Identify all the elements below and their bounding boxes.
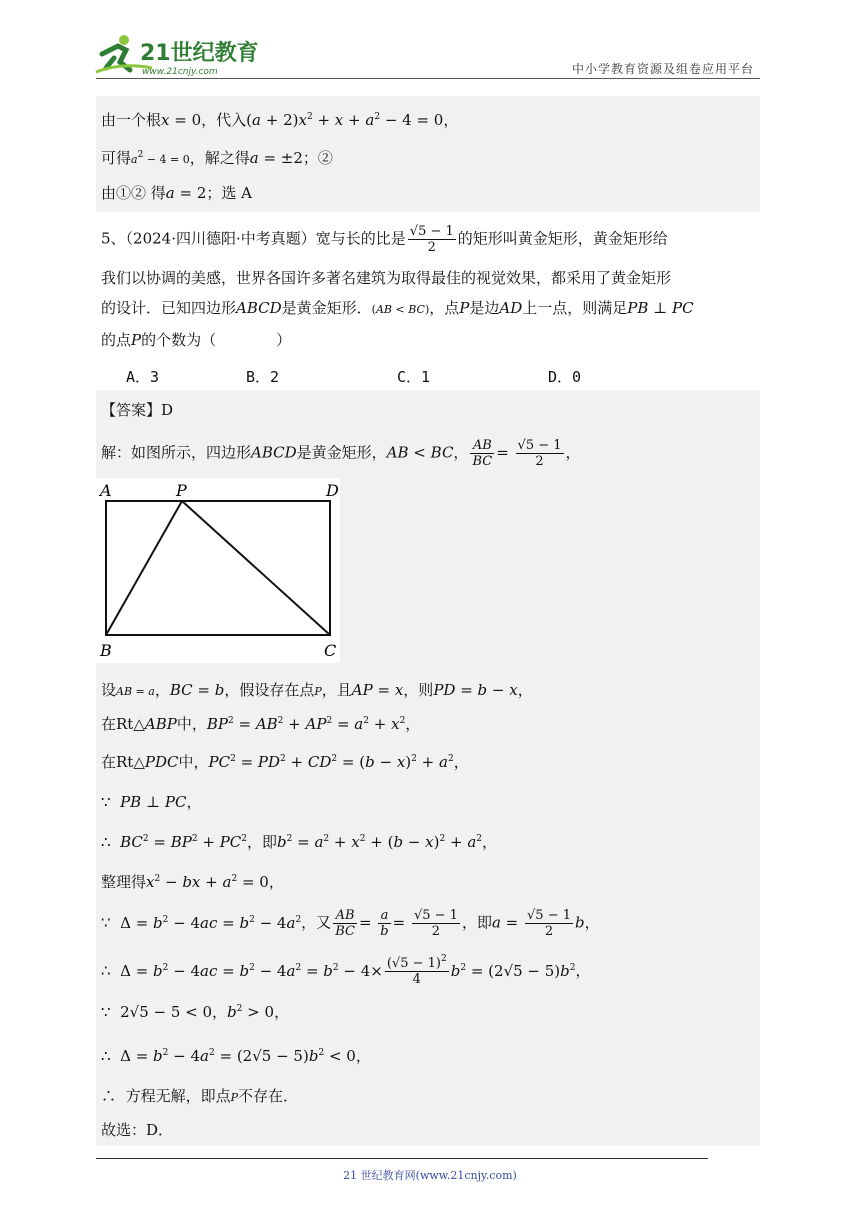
answer-pythag: ∴ $BC^2 = BP^2 + PC^2$，即$b^2 = a^2 + x^2 + (b - x)^2 + a^2$， — [101, 833, 498, 851]
answer-label: 【答案】D — [101, 401, 174, 419]
header-divider — [96, 78, 760, 79]
answer-set-line: 设AB = a，BC = b，假设存在点P，且AP = x，则PD = b − x， — [101, 681, 533, 699]
rectangle-abcd — [106, 501, 330, 635]
question-line-4: 的点P的个数为（ ） — [101, 331, 292, 349]
segment-pc — [182, 501, 330, 635]
answer-sign: ∵ 2√5 − 5 < 0，$b^2 > 0$， — [101, 1003, 290, 1021]
option-b[interactable]: B．2 — [246, 368, 280, 386]
label-d: D — [326, 481, 339, 500]
answer-because-perp: ∵ PB ⊥ PC， — [101, 793, 202, 811]
label-a: A — [100, 481, 112, 500]
question-line-1: 5、（2024·四川德阳·中考真题）宽与长的比是 $\frac{√5 - 1}{2}$ 的矩形叫黄金矩形，黄金矩形给 — [101, 224, 668, 255]
answer-negative: ∴ $\Delta = b^2 - 4a^2 = (2√5 - 5)b^2 < 0$， — [101, 1047, 371, 1065]
svg-text:21世纪教育: 21世纪教育 — [140, 41, 259, 66]
footer-link[interactable]: 21 世纪教育网(www.21cnjy.com) — [343, 1169, 517, 1182]
question-line-3: 的设计．已知四边形ABCD是黄金矩形．(AB < BC)，点P是边AD上一点，则满足PB ⊥ PC — [101, 299, 694, 317]
prev-solution-line-1: 由一个根x = 0，代入$(a + 2)x^2 + x + a^2 - 4 = 0$， — [101, 111, 459, 129]
label-b: B — [100, 641, 112, 660]
question-line-2: 我们以协调的美感，世界各国许多著名建筑为取得最佳的视觉效果，都采用了黄金矩形 — [101, 269, 672, 287]
answer-discriminant: ∵ $\Delta = b^2 - 4ac = b^2 - 4a^2$，又 $\frac{AB}{BC}$ = $\frac{a}{b}$ = $\frac{√5 - 1}{2}$ ，即a = $\frac{√5 - 1}{2}$ b， — [101, 908, 600, 939]
label-p: P — [176, 481, 187, 500]
option-d[interactable]: D．0 — [548, 368, 582, 386]
answer-discriminant-calc: ∴ $\Delta = b^2 - 4ac = b^2 - 4a^2 = b^2 - 4\times$ $\frac{(√5 - 1)^2}{4}$ $b^2 = (2√5 - 5)b^2$， — [101, 954, 591, 987]
answer-rt-pdc: 在Rt△PDC中，$PC^2 = PD^2 + CD^2 = (b - x)^2 + a^2$， — [101, 753, 469, 771]
svg-text:www.21cnjy.com: www.21cnjy.com — [142, 67, 218, 77]
answer-final: 故选：D． — [101, 1121, 174, 1139]
footer-divider — [96, 1158, 708, 1159]
answer-rt-abp: 在Rt△ABP中，$BP^2 = AB^2 + AP^2 = a^2 + x^2$， — [101, 715, 421, 733]
answer-conclusion: ∴ 方程无解，即点P不存在． — [101, 1087, 298, 1105]
figure-svg — [96, 478, 340, 663]
prev-solution-line-3: 由①② 得a = 2；选 A — [101, 184, 252, 202]
site-logo — [92, 32, 262, 78]
label-c: C — [324, 641, 337, 660]
option-a[interactable]: A．3 — [126, 368, 160, 386]
option-c[interactable]: C．1 — [397, 368, 431, 386]
prev-solution-line-2: 可得$a^2 - 4 = 0$，解之得a = ±2；② — [101, 149, 333, 167]
golden-ratio-fraction: $\frac{√5 - 1}{2}$ — [409, 224, 454, 255]
answer-intro: 解：如图所示，四边形ABCD是黄金矩形，AB < BC， $\frac{AB}{BC}$ = $\frac{√5 - 1}{2}$ ， — [101, 438, 581, 469]
segment-pb — [106, 501, 182, 635]
header-slogan: 中小学教育资源及组卷应用平台 — [572, 62, 755, 76]
answer-simplify: 整理得$x^2$ − bx + $a^2 = 0$， — [101, 873, 284, 891]
rectangle-figure — [96, 478, 340, 663]
